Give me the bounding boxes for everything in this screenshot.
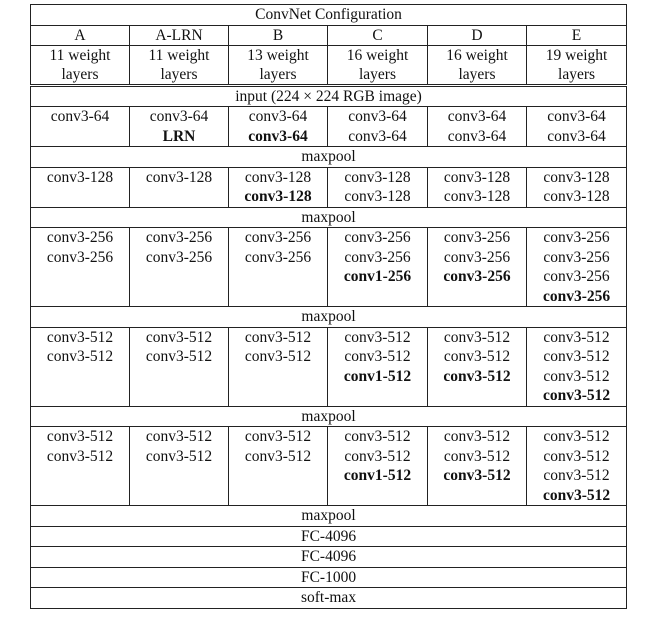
conv-block-row [31,167,627,207]
layer-entry: conv3-512 [443,348,511,365]
layer-entry: conv3-512 [542,486,611,504]
layer-entry: conv3-128 [244,188,312,205]
layer-entry: conv3-512 [443,428,511,445]
layer-entry: conv3-256 [145,248,213,266]
layer-entry: conv3-128 [145,168,213,186]
layer-entry: conv3-512 [443,328,511,346]
conv-cell-a [31,327,130,406]
layer-entry: conv3-512 [344,348,411,365]
layer-entry: conv3-256 [443,268,511,285]
conv-cell-c [328,327,428,406]
conv-cell-e [527,107,627,147]
weight-count: 16 weight [446,46,508,64]
conv-cell-b [229,107,328,147]
maxpool-row: maxpool [31,307,627,328]
layer-entry: conv3-128 [344,168,411,186]
layer-entry: conv1-512 [343,367,412,385]
column-id-a: A [31,25,130,45]
layer-entry: conv3-64 [348,108,407,125]
layer-entry: conv3-256 [344,229,411,246]
layer-entry: conv3-256 [46,248,114,266]
tail-layer-row: soft-max [31,588,627,609]
conv-cell-c [328,167,428,207]
tail-layer-row: FC-4096 [31,526,627,547]
convnet-config-table-frame [30,4,626,609]
layer-entry: conv3-256 [543,248,610,266]
weight-count: 11 weight [49,46,111,64]
layer-entry: conv3-512 [344,447,411,465]
conv-cell-d [428,228,527,307]
layer-entry: conv3-256 [542,287,611,305]
layer-entry: conv3-64 [547,127,606,145]
conv-cell-a [31,107,130,147]
layer-entry: conv3-256 [145,229,213,246]
layer-entry: conv3-256 [46,229,114,246]
layer-entry: conv3-64 [248,127,308,145]
layer-entry: conv3-512 [443,447,511,465]
layer-entry: conv3-512 [543,447,610,465]
conv-cell-c [328,228,428,307]
conv-cell-a [31,167,130,207]
layer-entry: conv3-512 [344,328,411,346]
layer-entry: conv3-512 [46,328,114,346]
layer-entry: conv3-64 [149,108,209,125]
layer-entry: conv3-512 [543,348,610,365]
conv-cell-e [527,327,627,406]
column-weights-a [31,45,130,85]
conv-cell-a-lrn [130,327,229,406]
weight-count: 19 weight [545,46,608,64]
column-weights-b [229,45,328,85]
layer-entry: conv3-128 [244,168,312,186]
layer-entry: conv3-512 [145,447,213,465]
conv-cell-b [229,228,328,307]
weight-layers-label: layers [61,65,99,83]
layer-entry: conv3-512 [46,348,114,365]
column-weights-c [328,45,428,85]
conv-cell-d [428,107,527,147]
layer-entry: conv3-512 [46,447,114,465]
layer-entry: conv3-256 [244,229,312,246]
conv-cell-b [229,167,328,207]
layer-entry: conv3-64 [248,108,308,125]
maxpool-row: maxpool [31,506,627,527]
conv-cell-e [527,427,627,506]
convnet-config-table [30,4,627,609]
layer-entry: conv3-512 [543,428,610,445]
layer-entry: conv3-256 [543,229,610,246]
column-id-a-lrn: A-LRN [130,25,229,45]
layer-entry: conv3-64 [547,108,606,125]
layer-entry: conv3-512 [244,328,312,346]
layer-entry: conv3-512 [244,348,312,365]
column-id-d: D [428,25,527,45]
column-weights-a-lrn [130,45,229,85]
conv-cell-e [527,167,627,207]
layer-entry: conv3-256 [344,248,411,266]
layer-entry: conv3-512 [244,428,312,445]
column-id-b: B [229,25,328,45]
column-id-e: E [527,25,627,45]
weight-layers-label: layers [558,65,596,83]
layer-entry: conv3-128 [443,188,511,205]
conv-cell-d [428,167,527,207]
weight-count: 11 weight [148,46,210,64]
layer-entry: conv3-512 [443,467,511,484]
table-title: ConvNet Configuration [31,5,627,26]
layer-entry: conv3-256 [244,248,312,266]
conv-block-row [31,327,627,406]
layer-entry: conv3-512 [543,328,610,346]
conv-block-row [31,427,627,506]
layer-entry: conv3-512 [145,428,213,445]
weight-layers-label: layers [358,65,396,83]
layer-entry: conv3-128 [344,188,411,205]
column-weights-e [527,45,627,85]
layer-entry: conv3-512 [542,387,611,404]
conv-cell-d [428,427,527,506]
tail-layer-row: FC-4096 [31,547,627,568]
conv-cell-c [328,107,428,147]
layer-entry: conv3-512 [543,467,610,484]
conv-cell-a [31,228,130,307]
weight-count: 16 weight [346,46,409,64]
layer-entry: conv3-128 [443,168,511,186]
layer-entry: conv3-256 [543,268,610,285]
layer-entry: conv3-512 [344,428,411,445]
conv-cell-b [229,327,328,406]
layer-entry: conv3-128 [46,168,114,186]
maxpool-row: maxpool [31,207,627,228]
layer-entry: conv3-128 [543,168,610,186]
layer-entry: conv3-256 [443,229,511,246]
layer-entry: conv3-64 [447,108,507,125]
layer-entry: conv3-512 [46,428,114,445]
conv-cell-a [31,427,130,506]
conv-cell-c [328,427,428,506]
column-id-c: C [328,25,428,45]
layer-entry: conv3-512 [244,447,312,465]
conv-cell-a-lrn [130,107,229,147]
layer-entry: conv3-512 [145,328,213,346]
layer-entry: conv1-512 [343,467,412,484]
layer-entry: conv3-128 [543,188,610,205]
weight-layers-label: layers [458,65,496,83]
layer-entry: conv3-64 [447,127,507,145]
conv-cell-b [229,427,328,506]
maxpool-row: maxpool [31,147,627,168]
layer-entry: LRN [162,127,196,145]
layer-entry: conv3-64 [348,127,407,145]
column-weights-d [428,45,527,85]
weight-layers-label: layers [160,65,198,83]
conv-cell-d [428,327,527,406]
layer-entry: conv3-64 [50,108,110,125]
conv-cell-e [527,228,627,307]
layer-entry: conv1-256 [343,268,412,285]
layer-entry: conv3-512 [543,367,610,385]
tail-layer-row: FC-1000 [31,567,627,588]
conv-cell-a-lrn [130,167,229,207]
input-row: input (224 × 224 RGB image) [31,85,627,107]
layer-entry: conv3-512 [145,348,213,365]
conv-cell-a-lrn [130,427,229,506]
layer-entry: conv3-512 [443,367,511,385]
conv-block-row [31,228,627,307]
maxpool-row: maxpool [31,406,627,427]
weight-layers-label: layers [259,65,297,83]
conv-block-row [31,107,627,147]
weight-count: 13 weight [247,46,309,64]
layer-entry: conv3-256 [443,248,511,266]
conv-cell-a-lrn [130,228,229,307]
